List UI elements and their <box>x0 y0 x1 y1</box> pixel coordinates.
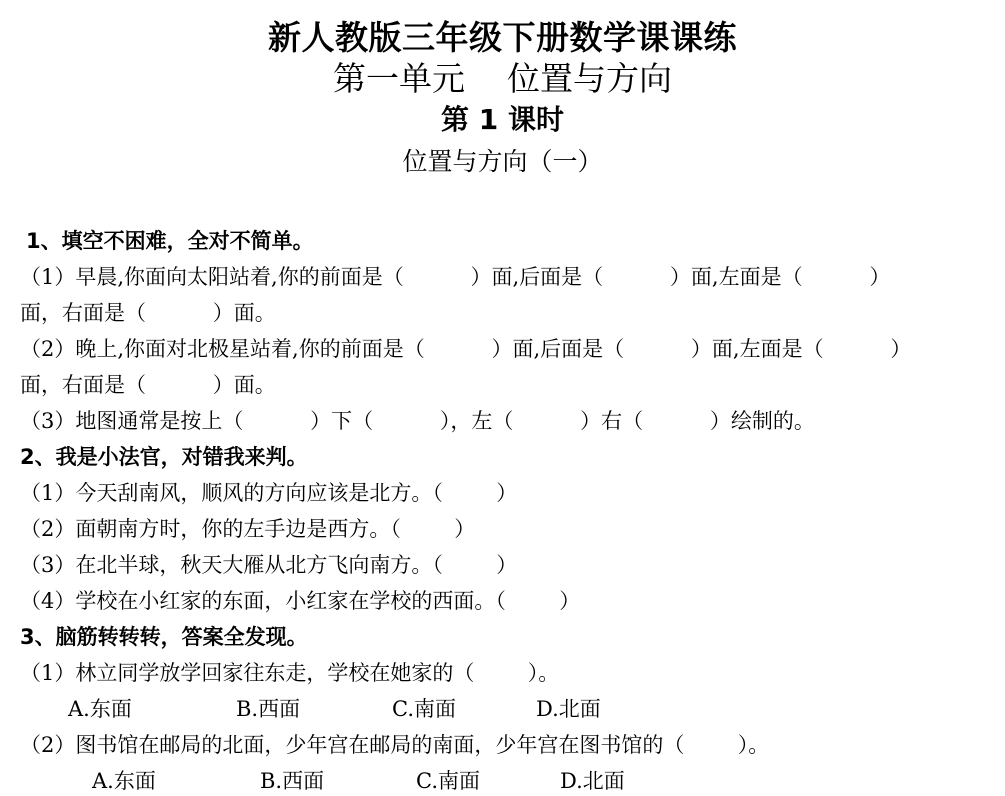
lesson-subtitle: 位置与方向（一） <box>402 147 603 176</box>
section1-q1-line2: 面，右面是（ ）面。 <box>20 301 276 325</box>
section3-q1-option-c: C.南面 <box>392 697 456 721</box>
section3-q2-option-c: C.南面 <box>416 769 480 793</box>
unit-title: 第一单元 位置与方向 <box>333 59 672 98</box>
section2-heading: 2、我是小法官，对错我来判。 <box>20 445 308 469</box>
section3-q1-option-d: D.北面 <box>536 697 601 721</box>
section3-q2-option-d: D.北面 <box>560 769 625 793</box>
section1-q1-line1: （1）早晨,你面向太阳站着,你的前面是（ ）面,后面是（ ）面,左面是（ ） <box>20 265 891 289</box>
lesson-title: 第 1 课时 <box>441 103 564 136</box>
section3-q1-option-b: B.西面 <box>236 697 301 721</box>
section2-q4: （4）学校在小红家的东面，小红家在学校的西面。（ ） <box>20 589 581 613</box>
section1-heading: 1、填空不困难，全对不简单。 <box>26 229 314 253</box>
section2-q3: （3）在北半球，秋天大雁从北方飞向南方。（ ） <box>20 553 518 577</box>
section3-q2-option-a: A.东面 <box>92 769 156 793</box>
section3-q1: （1）林立同学放学回家往东走，学校在她家的（ ）。 <box>20 661 560 685</box>
section2-q2: （2）面朝南方时，你的左手边是西方。（ ） <box>20 517 476 541</box>
section3-q2: （2）图书馆在邮局的北面，少年宫在邮局的南面，少年宫在图书馆的（ ）。 <box>20 733 770 757</box>
section3-q1-option-a: A.东面 <box>68 697 132 721</box>
section2-q1: （1）今天刮南风，顺风的方向应该是北方。（ ） <box>20 481 518 505</box>
worksheet-title: 新人教版三年级下册数学课课练 <box>268 18 737 57</box>
section3-q2-option-b: B.西面 <box>260 769 325 793</box>
section1-q3: （3）地图通常是按上（ ）下（ ），左（ ）右（ ）绘制的。 <box>20 409 815 433</box>
section1-q2-line1: （2）晚上,你面对北极星站着,你的前面是（ ）面,后面是（ ）面,左面是（ ） <box>20 337 912 361</box>
section1-q2-line2: 面，右面是（ ）面。 <box>20 373 276 397</box>
section3-heading: 3、脑筋转转转，答案全发现。 <box>20 625 308 649</box>
